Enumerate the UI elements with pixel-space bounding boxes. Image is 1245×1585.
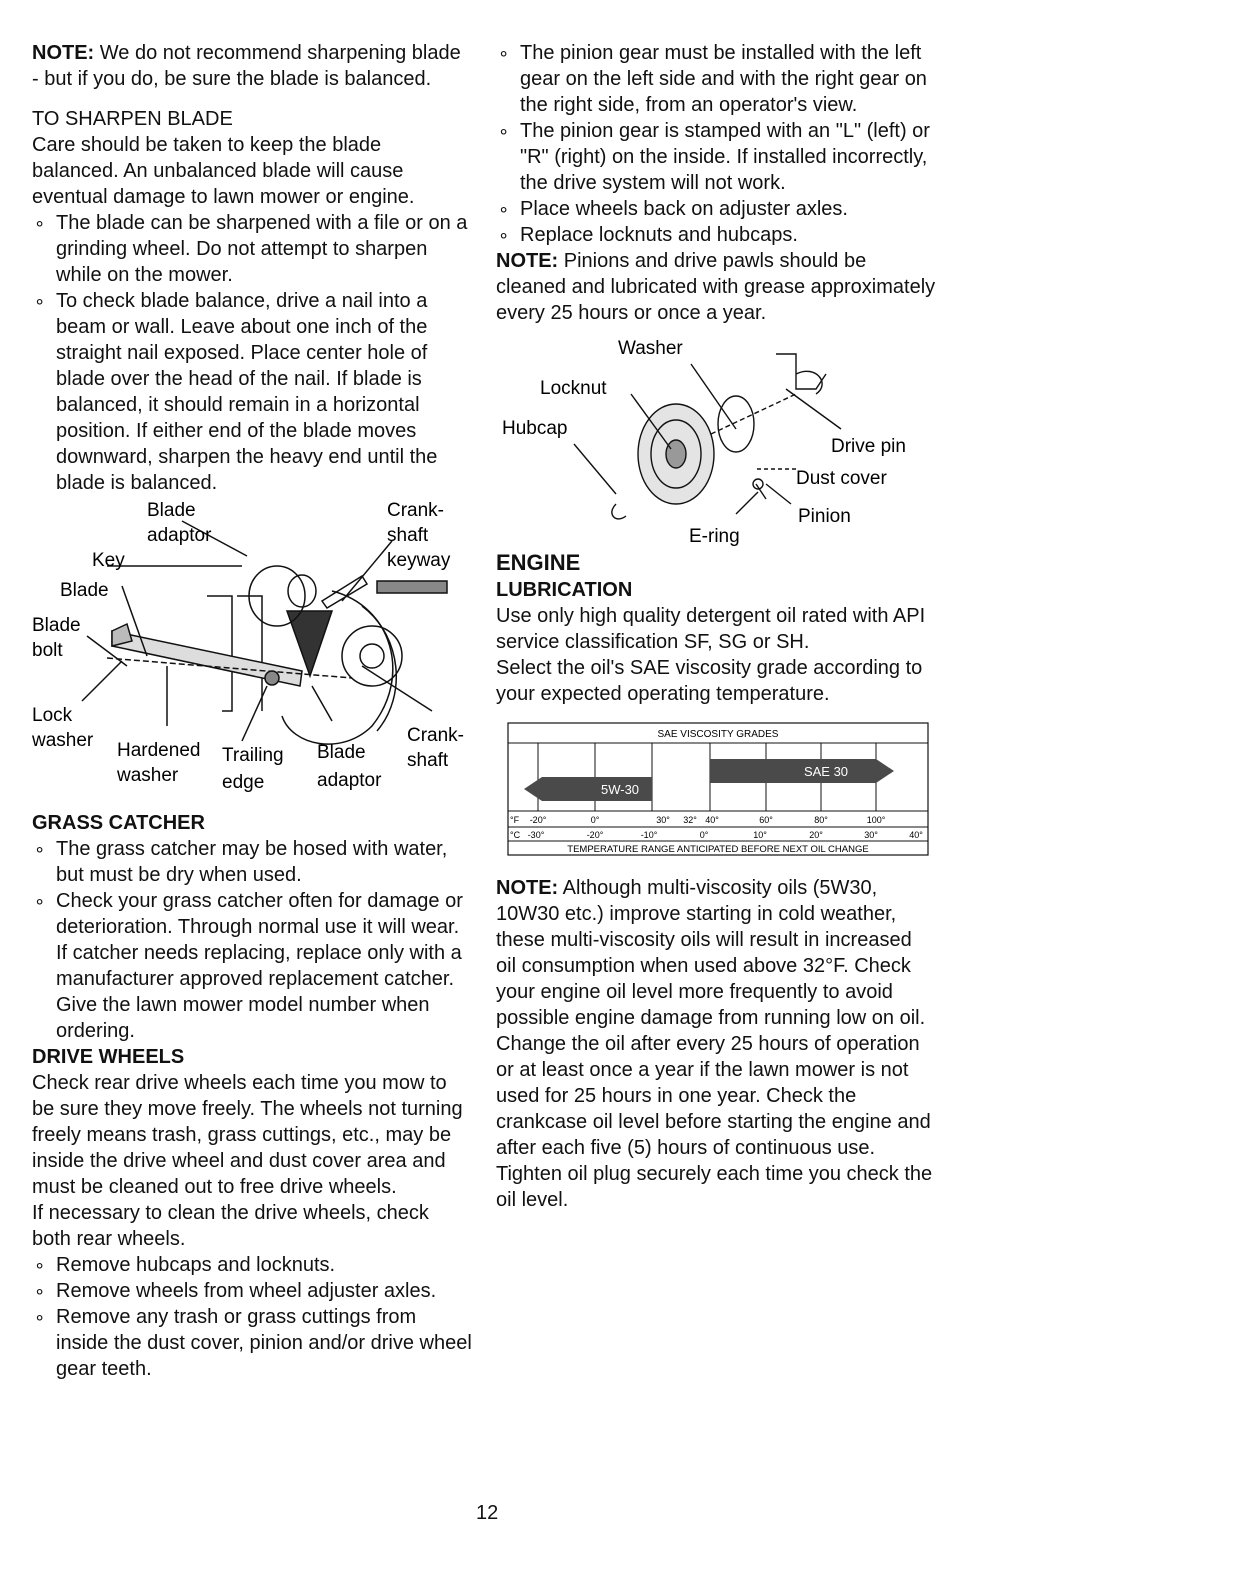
sae30-label: SAE 30	[803, 764, 849, 779]
note-text: Pinions and drive pawls should be cleaned and lubricated with grease approximately every 25 hours or once a year.	[496, 250, 936, 324]
blade-assembly-diagram	[32, 496, 472, 806]
note-label: NOTE:	[496, 877, 559, 899]
c-tick: -10°	[640, 830, 658, 840]
f-tick: 32°	[683, 815, 697, 825]
f-tick: 40°	[705, 815, 719, 825]
list-item: ∘ Place wheels back on adjuster axles.	[496, 196, 936, 222]
note-text: We do not recommend sharpening blade - but if you do, be sure the blade is balanced.	[32, 42, 461, 90]
sae30-arrow	[710, 759, 894, 783]
note-label: NOTE:	[496, 250, 559, 272]
svg-text:washer: washer	[117, 765, 179, 786]
grass-catcher-heading: GRASS CATCHER	[32, 812, 205, 834]
note-text: Although multi-viscosity oils (5W30, 10W30 etc.) improve starting in cold weather, these multi-viscosity oils will result in increased oil consumption when used above 32°F. Check your engine oil level more frequently to avoid possible engine damage from running low on oil.	[496, 877, 926, 1029]
right-column	[496, 40, 936, 1213]
engine-heading: ENGINE	[496, 550, 581, 575]
sae-viscosity-chart	[496, 721, 936, 871]
label-e-ring: E-ring	[689, 526, 740, 547]
grass-catcher-bullets	[32, 836, 472, 1044]
list-item: ∘ The pinion gear is stamped with an "L" (left) or "R" (right) on the inside. If installed incorrectly, the drive system will not work.	[496, 118, 936, 196]
label-crankshaft: Crank-	[407, 725, 465, 746]
list-item: ∘ Remove any trash or grass cuttings from inside the dust cover, pinion and/or drive wheel gear teeth.	[32, 1304, 472, 1382]
5w30-label: 5W-30	[600, 782, 640, 797]
pinion-note	[496, 248, 936, 326]
list-item: ∘ Remove hubcaps and locknuts.	[32, 1252, 472, 1278]
label-locknut: Locknut	[540, 378, 607, 399]
f-tick: 0°	[590, 815, 600, 825]
list-item: ∘ Replace locknuts and hubcaps.	[496, 222, 936, 248]
page-number: 12	[476, 1502, 499, 1524]
celsius-label: °C	[510, 830, 521, 840]
oil-change-text: Change the oil after every 25 hours of operation or at least once a year if the lawn mower is not used for 25 hours in one year. Check the crankcase oil level before starting the engine and after each five (5) hours of continuous use. Tighten oil plug securely each time you check the oil level.	[496, 1033, 933, 1211]
list-item: ∘ Remove wheels from wheel adjuster axles.	[32, 1278, 472, 1304]
label-blade: Blade	[60, 580, 109, 601]
list-item: ∘ The grass catcher may be hosed with water, but must be dry when used.	[32, 836, 472, 888]
label-trailing-edge: Trailing	[222, 745, 284, 766]
c-tick: 20°	[809, 830, 823, 840]
f-tick: 100°	[866, 815, 886, 825]
lubrication-text: Use only high quality detergent oil rated with API service classification SF, SG or SH.	[496, 605, 926, 653]
svg-text:bolt: bolt	[32, 640, 63, 661]
blade-assembly-illustration	[32, 496, 472, 806]
list-item: ∘ The blade can be sharpened with a file or on a grinding wheel. Do not attempt to sharpen while on the mower.	[32, 210, 472, 288]
label-dust-cover: Dust cover	[796, 468, 887, 489]
multi-viscosity-note	[496, 875, 936, 1031]
list-item: ∘ To check blade balance, drive a nail into a beam or wall. Leave about one inch of the straight nail exposed. Place center hole of blade over the head of the nail. If blade is balanced, it should remain in a horizontal position. If either end of the blade moves downward, sharpen the heavy end until the blade is balanced.	[32, 288, 472, 496]
lubrication-heading: LUBRICATION	[496, 579, 633, 601]
left-column	[32, 40, 472, 1382]
svg-text:adaptor: adaptor	[317, 770, 382, 791]
list-item: ∘ Check your grass catcher often for damage or deterioration. Through normal use it will wear. If catcher needs replacing, replace only with a manufacturer approved replacement catcher. Give the lawn mower model number when ordering.	[32, 888, 472, 1044]
f-tick: 60°	[759, 815, 773, 825]
svg-text:keyway: keyway	[387, 550, 451, 571]
label-blade-adaptor: Blade	[147, 500, 196, 521]
drive-wheels-text: Check rear drive wheels each time you mow to be sure they move freely. The wheels not turning freely means trash, grass cuttings, etc., may be inside the drive wheel and dust cover area and must be cleaned out to free drive wheels.	[32, 1072, 463, 1198]
blade-sharpening-note	[32, 40, 472, 92]
svg-text:shaft: shaft	[387, 525, 429, 546]
label-drive-pin: Drive pin	[831, 436, 906, 457]
svg-text:shaft: shaft	[407, 750, 449, 771]
c-tick: 40°	[909, 830, 923, 840]
note-label: NOTE:	[32, 42, 95, 64]
svg-text:edge: edge	[222, 772, 265, 793]
label-hardened-washer: Hardened	[117, 740, 201, 761]
c-tick: 30°	[864, 830, 878, 840]
label-hubcap: Hubcap	[502, 418, 568, 439]
c-tick: -20°	[586, 830, 604, 840]
label-washer: Washer	[618, 338, 683, 359]
f-tick: -20°	[529, 815, 547, 825]
svg-text:washer: washer	[32, 730, 94, 751]
fahrenheit-label: °F	[510, 815, 520, 825]
c-tick: -30°	[527, 830, 545, 840]
sharpen-blade-heading: TO SHARPEN BLADE	[32, 108, 233, 130]
label-key: Key	[92, 550, 125, 571]
sharpen-bullets	[32, 210, 472, 496]
label-pinion: Pinion	[798, 506, 851, 527]
f-tick: 80°	[814, 815, 828, 825]
label-lock-washer: Lock	[32, 705, 73, 726]
drive-wheels-bullets	[32, 1252, 472, 1382]
label-crankshaft-keyway: Crank-	[387, 500, 445, 521]
sharpen-blade-text: Care should be taken to keep the blade balanced. An unbalanced blade will cause eventual damage to lawn mower or engine.	[32, 134, 415, 208]
drive-wheel-diagram	[496, 334, 936, 549]
f-tick: 30°	[656, 815, 670, 825]
drive-wheels-heading: DRIVE WHEELS	[32, 1046, 185, 1068]
pinion-bullets	[496, 40, 936, 248]
sae-chart-title: SAE VISCOSITY GRADES	[657, 729, 779, 740]
label-blade-adaptor-bottom: Blade	[317, 742, 366, 763]
svg-text:adaptor: adaptor	[147, 525, 212, 546]
list-item: ∘ The pinion gear must be installed with the left gear on the left side and with the right gear on the right side, from an operator's view.	[496, 40, 936, 118]
drive-wheels-text-2: If necessary to clean the drive wheels, check both rear wheels.	[32, 1202, 429, 1250]
lubrication-text-2: Select the oil's SAE viscosity grade according to your expected operating temperature.	[496, 657, 923, 705]
label-blade-bolt: Blade	[32, 615, 81, 636]
c-tick: 0°	[699, 830, 709, 840]
c-tick: 10°	[753, 830, 767, 840]
drive-wheel-illustration	[496, 334, 936, 549]
sae-chart-footer: TEMPERATURE RANGE ANTICIPATED BEFORE NEXT OIL CHANGE	[567, 844, 869, 855]
sae-viscosity-graphic	[496, 721, 936, 871]
